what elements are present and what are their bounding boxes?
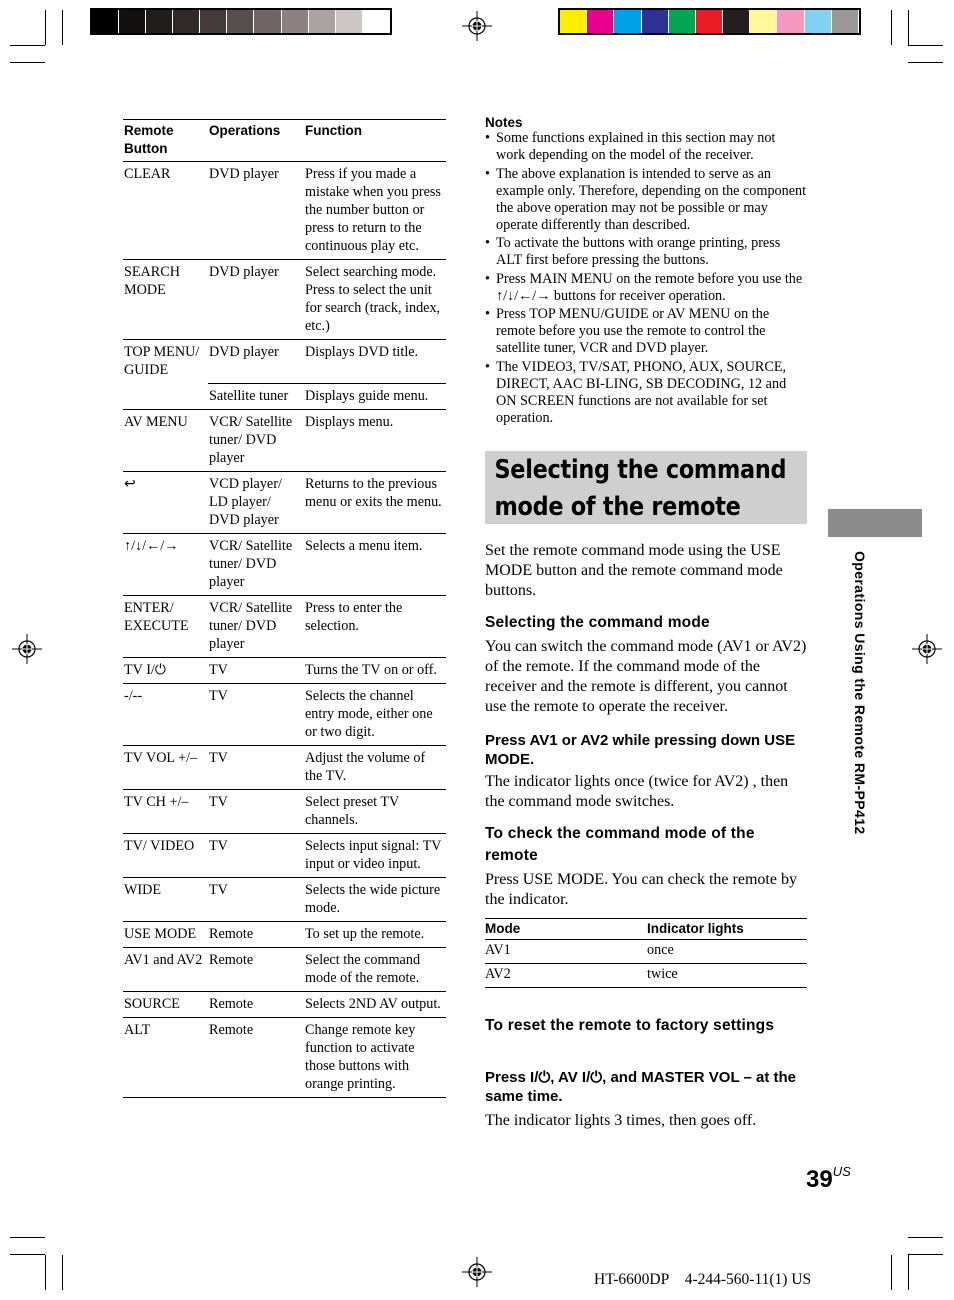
- cell-button: TV VOL +/–: [123, 745, 208, 789]
- cell-button: WIDE: [123, 877, 208, 921]
- cell-function: Selects 2ND AV output.: [304, 991, 446, 1017]
- mode-indicator-table: [485, 918, 807, 988]
- subheading-reset: To reset the remote to factory settings: [485, 1017, 775, 1034]
- cell-operations: TV: [208, 877, 304, 921]
- table-row: [123, 745, 446, 789]
- page-number-suffix: US: [832, 1164, 851, 1179]
- color-swatch: [227, 10, 254, 33]
- column-header-function: Function: [304, 120, 446, 162]
- cell-function: Select preset TV channels.: [304, 789, 446, 833]
- note-item: • To activate the buttons with orange printing, press ALT first before pressing the buttons.: [485, 235, 807, 269]
- color-swatch: [119, 10, 146, 33]
- color-swatch: [723, 10, 750, 33]
- cell-button: TOP MENU/ GUIDE: [124, 344, 200, 378]
- section-title-box: [485, 451, 807, 524]
- cell-operations: TV: [208, 745, 304, 789]
- cell-button: AV1 and AV2: [123, 947, 208, 991]
- notes-heading: Notes: [485, 115, 523, 130]
- cell-operations: TV: [208, 683, 304, 745]
- cell-operations: VCR/ Satellite tuner/ DVD player: [208, 595, 304, 657]
- table-row: [123, 162, 446, 260]
- color-swatch: [92, 10, 119, 33]
- cell-function: Adjust the volume of the TV.: [304, 745, 446, 789]
- registration-mark-icon: [912, 634, 942, 664]
- color-swatch: [200, 10, 227, 33]
- cell-button: ALT: [123, 1017, 208, 1097]
- cell-lights: once: [647, 940, 807, 964]
- cell-function: Select searching mode. Press to select the unit for search (track, index, etc.): [304, 260, 446, 340]
- cell-operations: VCR/ Satellite tuner/ DVD player: [208, 409, 304, 471]
- footer-part: 4-244-560-11(1) US: [684, 1271, 812, 1288]
- step-body-press-av: The indicator lights once (twice for AV2) , then the command mode switches.: [485, 773, 789, 810]
- table-row: [123, 991, 446, 1017]
- color-swatch: [173, 10, 200, 33]
- cell-operations: Remote: [208, 947, 304, 991]
- color-swatch: [254, 10, 281, 33]
- cell-button: SEARCH MODE: [123, 260, 208, 340]
- color-swatch: [363, 10, 390, 33]
- cell-lights: twice: [647, 964, 807, 988]
- cell-button: SOURCE: [123, 991, 208, 1017]
- cell-button: CLEAR: [123, 162, 208, 260]
- cell-button: ↑/↓/←/→: [123, 533, 208, 595]
- cell-button: ↩: [123, 471, 208, 533]
- step-body-reset: The indicator lights 3 times, then goes off.: [485, 1112, 757, 1129]
- table-row: [123, 833, 446, 877]
- subheading-check-mode: To check the command mode of the remote: [485, 825, 755, 864]
- column-header-button: Remote Button: [123, 120, 208, 162]
- cell-function: To set up the remote.: [304, 921, 446, 947]
- registration-mark-icon: [462, 1257, 492, 1287]
- cell-function: Displays menu.: [304, 409, 446, 471]
- cell-button: USE MODE: [123, 921, 208, 947]
- cell-function: Displays DVD title.: [304, 340, 446, 384]
- table-row: [123, 260, 446, 340]
- remote-button-table: [123, 119, 446, 1098]
- column-header-mode: Mode: [485, 919, 647, 940]
- cell-button: TV I/⏻: [123, 657, 208, 683]
- cell-operations: DVD player: [208, 260, 304, 340]
- section-title-line2: mode of the remote: [494, 492, 741, 522]
- check-mode-body: Press USE MODE. You can check the remote by the indicator.: [485, 871, 797, 908]
- table-row: [123, 383, 446, 409]
- cell-button: TV CH +/–: [123, 789, 208, 833]
- grayscale-color-bar: [90, 8, 392, 35]
- cell-operations: Remote: [208, 991, 304, 1017]
- table-row: [485, 940, 807, 964]
- note-item: • Some functions explained in this section may not work depending on the model of the receiver.: [485, 130, 807, 164]
- table-row: [123, 921, 446, 947]
- table-row: [123, 789, 446, 833]
- cell-function: Turns the TV on or off.: [304, 657, 446, 683]
- cell-operations: TV: [208, 789, 304, 833]
- notes-list: [485, 130, 807, 427]
- color-swatch: [805, 10, 832, 33]
- color-swatch: [642, 10, 669, 33]
- cell-button: TV/ VIDEO: [123, 833, 208, 877]
- note-item: • The VIDEO3, TV/SAT, PHONO, AUX, SOURCE, DIRECT, AAC BI-LING, SB DECODING, 12 and ON SCREEN functions are not available for set operation.: [485, 359, 807, 427]
- cell-function: Selects a menu item.: [304, 533, 446, 595]
- cell-button: -/--: [123, 683, 208, 745]
- table-row: [123, 533, 446, 595]
- cell-function: Selects the channel entry mode, either one or two digit.: [304, 683, 446, 745]
- column-header-indicator: Indicator lights: [647, 919, 807, 940]
- cell-mode: AV2: [485, 964, 647, 988]
- table-header-row: [123, 120, 446, 162]
- cell-button: [123, 383, 208, 409]
- cell-function: Select the command mode of the remote.: [304, 947, 446, 991]
- table-row: [123, 595, 446, 657]
- step-heading-press-av: Press AV1 or AV2 while pressing down USE MODE.: [485, 732, 796, 768]
- subheading-selecting-mode: Selecting the command mode: [485, 614, 710, 631]
- cell-function: Displays guide menu.: [304, 383, 446, 409]
- table-row: [485, 964, 807, 988]
- table-row: [123, 471, 446, 533]
- page-number: [806, 1166, 851, 1194]
- color-swatch: [669, 10, 696, 33]
- cell-operations: TV: [208, 657, 304, 683]
- color-swatch: [777, 10, 804, 33]
- note-item: • Press MAIN MENU on the remote before you use the ↑/↓/←/→ buttons for receiver operation.: [485, 271, 807, 305]
- table-row: [123, 877, 446, 921]
- cell-button: ENTER/ EXECUTE: [123, 595, 208, 657]
- table-row: [123, 947, 446, 991]
- cell-operations: Remote: [208, 1017, 304, 1097]
- process-color-bar: [558, 8, 861, 35]
- color-swatch: [696, 10, 723, 33]
- notes-section: [485, 115, 807, 428]
- note-item: • Press TOP MENU/GUIDE or AV MENU on the remote before you use the remote to control the satellite tuner, VCR and DVD player.: [485, 306, 807, 357]
- color-swatch: [336, 10, 363, 33]
- color-swatch: [146, 10, 173, 33]
- cell-operations: Satellite tuner: [208, 383, 304, 409]
- cell-operations: TV: [208, 833, 304, 877]
- cell-mode: AV1: [485, 940, 647, 964]
- color-swatch: [614, 10, 641, 33]
- chapter-side-label: Operations Using the Remote RM-PP412: [852, 551, 868, 835]
- cell-operations: VCR/ Satellite tuner/ DVD player: [208, 533, 304, 595]
- color-swatch: [750, 10, 777, 33]
- section-intro: Set the remote command mode using the USE MODE button and the remote command mode buttons.: [485, 542, 783, 599]
- note-item: • The above explanation is intended to serve as an example only. Therefore, depending on the component the above operation may not be possible or may operate differently than described.: [485, 166, 807, 234]
- step-heading-reset: Press I/⏻, AV I/⏻, and MASTER VOL – at the same time.: [485, 1069, 797, 1105]
- page-number-value: 39: [806, 1166, 833, 1193]
- cell-operations: DVD player: [208, 340, 304, 384]
- color-swatch: [832, 10, 859, 33]
- color-swatch: [282, 10, 309, 33]
- table-row: [123, 683, 446, 745]
- footer: [594, 1271, 811, 1289]
- cell-operations: DVD player: [208, 162, 304, 260]
- cell-button: AV MENU: [123, 409, 208, 471]
- table-row: [123, 1017, 446, 1097]
- cell-function: Selects the wide picture mode.: [304, 877, 446, 921]
- registration-mark-icon: [12, 634, 42, 664]
- registration-mark-icon: [462, 11, 492, 41]
- cell-function: Change remote key function to activate those buttons with orange printing.: [304, 1017, 446, 1097]
- color-swatch: [309, 10, 336, 33]
- table-row: [123, 340, 446, 384]
- table-header-row: [485, 919, 807, 940]
- cell-operations: Remote: [208, 921, 304, 947]
- chapter-tab: [828, 509, 922, 537]
- cell-function: Selects input signal: TV input or video input.: [304, 833, 446, 877]
- selecting-mode-body: You can switch the command mode (AV1 or AV2) of the remote. If the command mode of the receiver and the remote is different, you cannot use the remote to operate the receiver.: [485, 638, 807, 715]
- color-swatch: [560, 10, 587, 33]
- cell-function: Returns to the previous menu or exits the menu.: [304, 471, 446, 533]
- column-header-operations: Operations: [208, 120, 304, 162]
- cell-function: Press to enter the selection.: [304, 595, 446, 657]
- cell-operations: VCD player/ LD player/ DVD player: [208, 471, 304, 533]
- section-title-line1: Selecting the command: [494, 455, 787, 485]
- table-row: [123, 657, 446, 683]
- color-swatch: [587, 10, 614, 33]
- cell-function: Press if you made a mistake when you press the number button or press to return to the continuous play etc.: [304, 162, 446, 260]
- table-row: [123, 409, 446, 471]
- footer-model: HT-6600DP: [594, 1271, 670, 1288]
